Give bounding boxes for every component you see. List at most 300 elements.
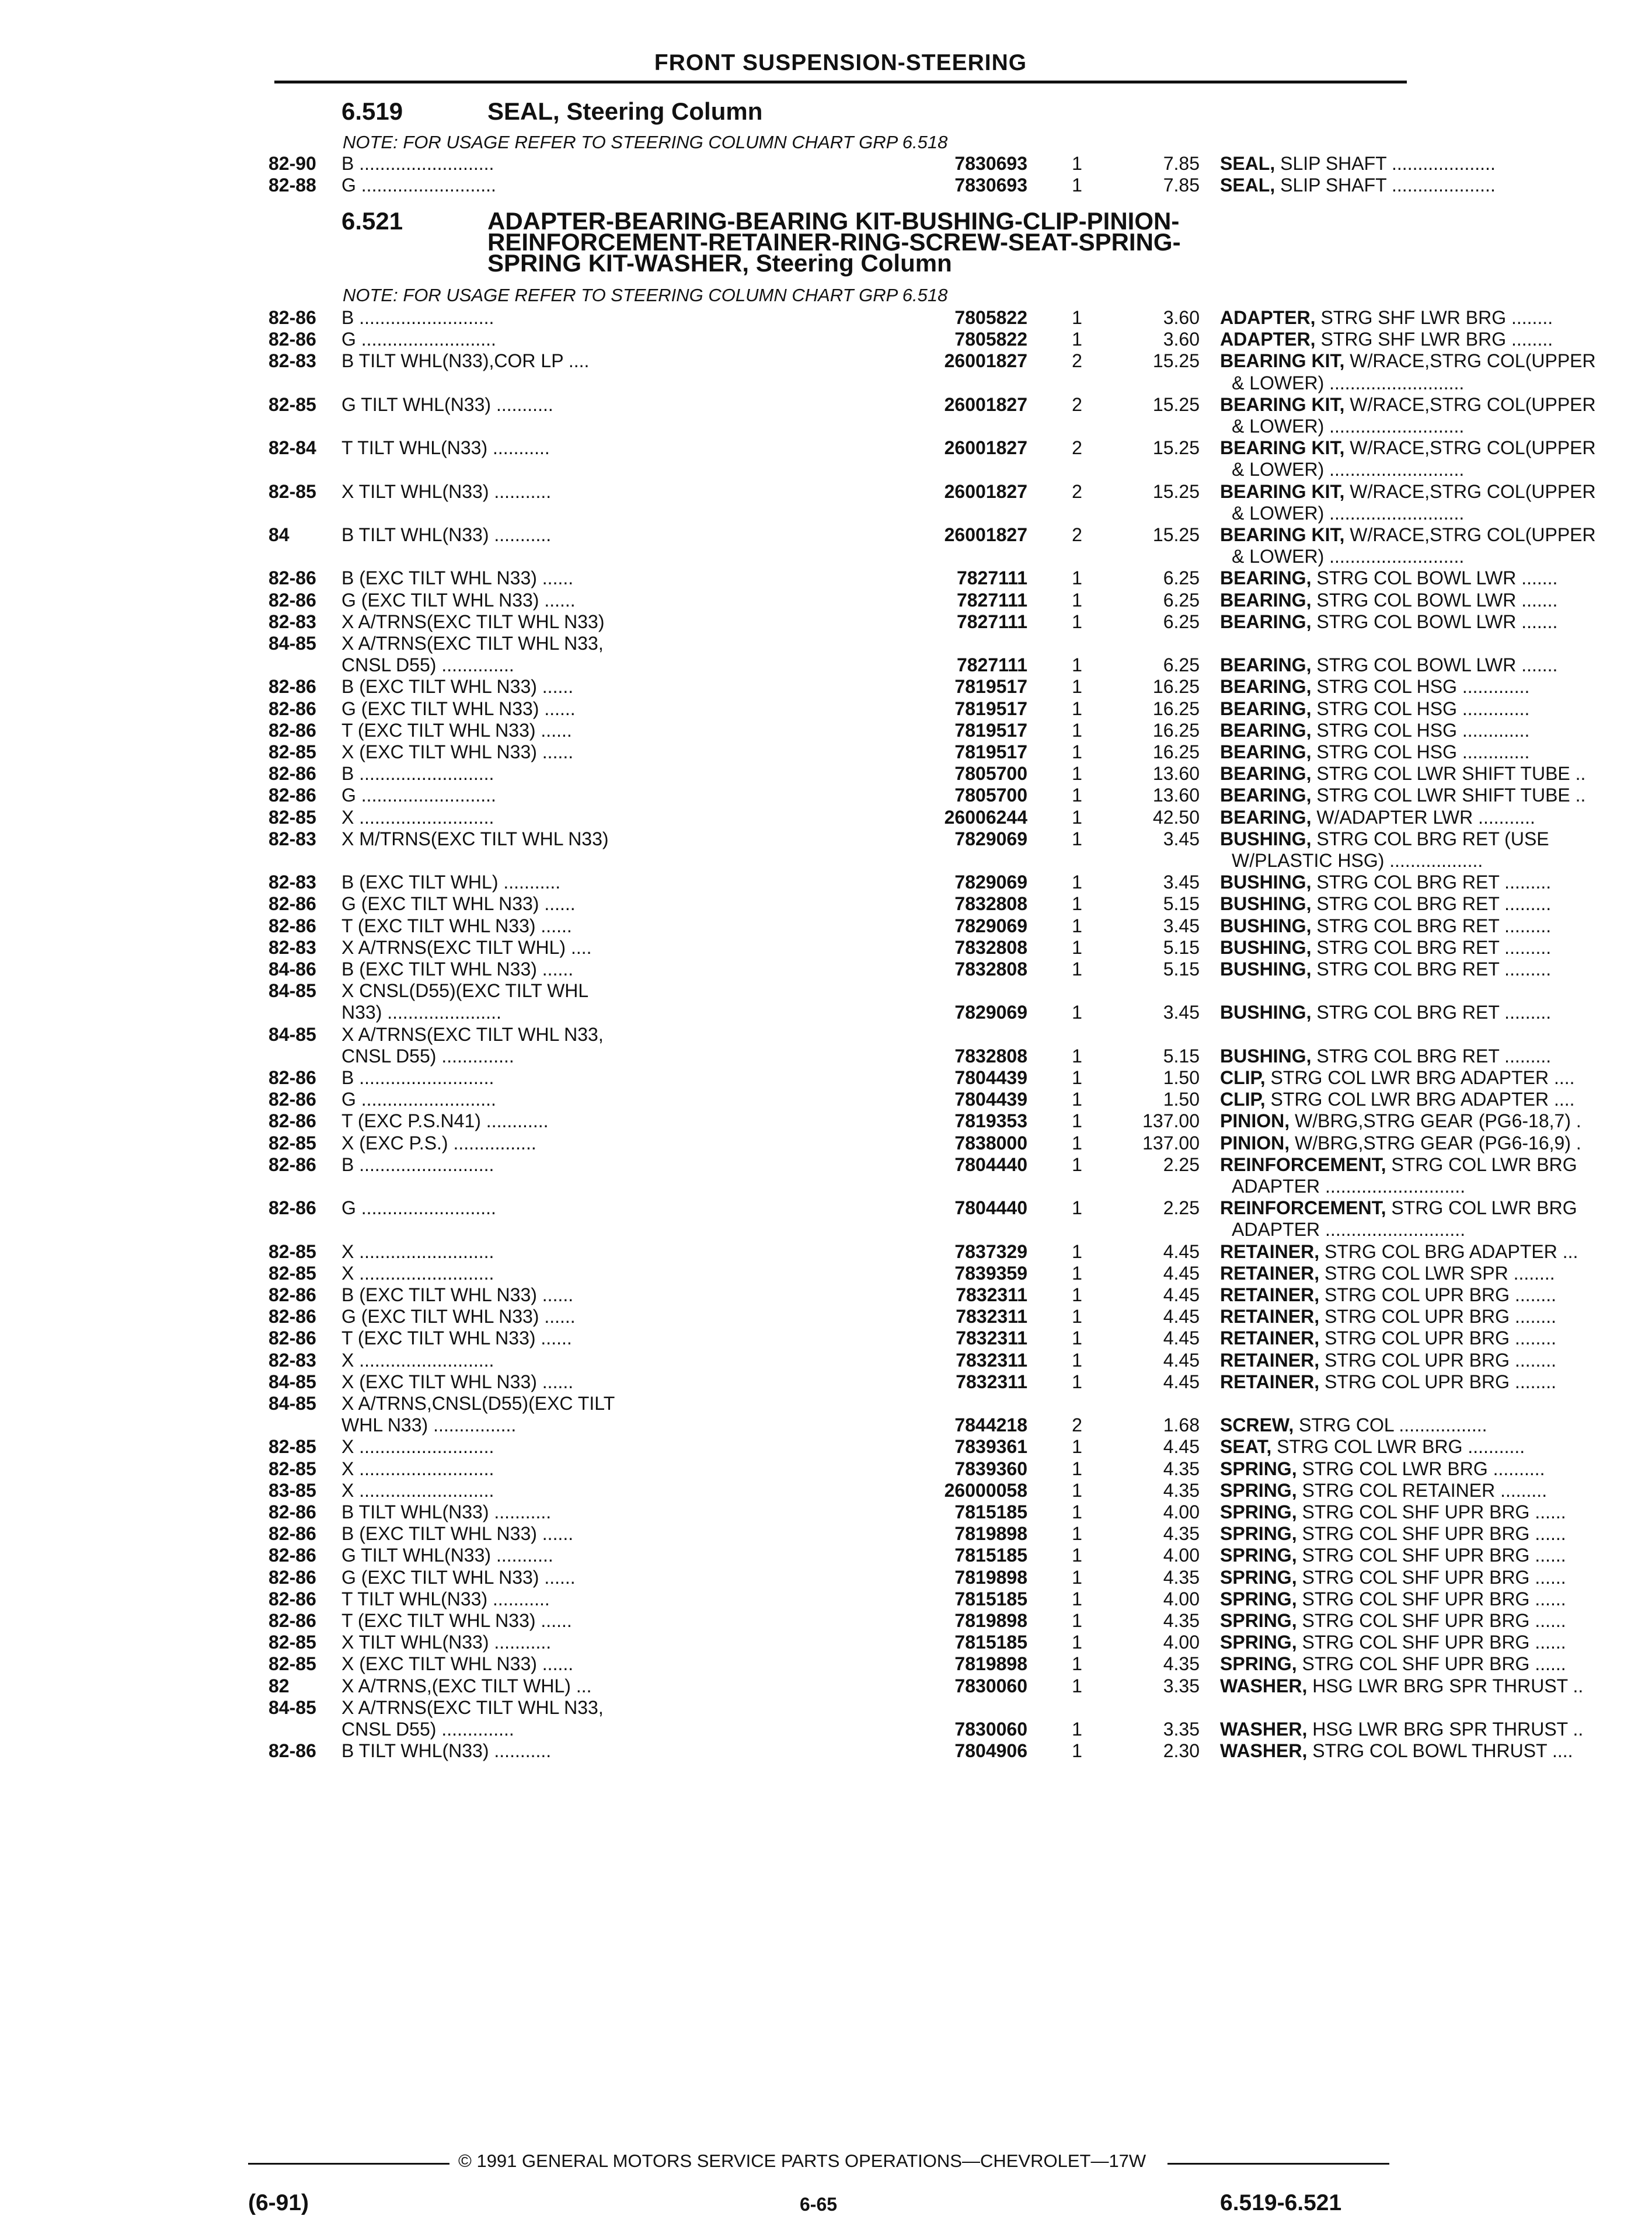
usage-description: X A/TRNS(EXC TILT WHL N33, xyxy=(341,1023,604,1045)
table-row xyxy=(269,1653,1566,1675)
part-name-detail: STRG SHF LWR BRG ........ xyxy=(1315,307,1553,328)
year-range: 82-88 xyxy=(269,175,316,196)
part-name-keyword: BUSHING, xyxy=(1220,828,1312,849)
usage-description: B .......................... xyxy=(341,763,494,785)
part-number: 7839359 xyxy=(954,1262,1027,1284)
part-name-detail: STRG COL LWR BRG ........... xyxy=(1271,1436,1525,1458)
usage-description: X CNSL(D55)(EXC TILT WHL xyxy=(341,980,589,1002)
part-name xyxy=(1220,1610,1640,1631)
part-name-detail: STRG COL BRG RET ......... xyxy=(1311,893,1552,915)
price: 4.45 xyxy=(1163,1327,1200,1349)
part-name-keyword: RETAINER, xyxy=(1220,1349,1320,1371)
table-row xyxy=(269,153,1496,174)
table-row xyxy=(269,372,1465,393)
year-range: 82-85 xyxy=(269,480,316,502)
part-name-keyword: RETAINER, xyxy=(1220,1306,1320,1327)
part-number: 7804440 xyxy=(954,1154,1027,1175)
year-range: 82-86 xyxy=(269,1740,316,1762)
part-name-detail: STRG COL UPR BRG ........ xyxy=(1319,1349,1557,1371)
table-row xyxy=(269,698,1530,719)
quantity: 1 xyxy=(1072,763,1082,785)
part-name-keyword: SPRING, xyxy=(1220,1632,1297,1653)
part-name-detail: STRG COL LWR BRG xyxy=(1386,1197,1577,1219)
year-range: 82-86 xyxy=(269,719,316,741)
year-range: 82-86 xyxy=(269,1067,316,1088)
table-row xyxy=(269,1262,1555,1284)
footer-rule-right xyxy=(1167,2163,1389,2165)
usage-description: X A/TRNS(EXC TILT WHL N33) xyxy=(341,611,605,632)
table-row xyxy=(269,502,1465,524)
price: 6.25 xyxy=(1163,589,1200,611)
price: 2.30 xyxy=(1163,1740,1200,1762)
part-name-detail: W/BRG,STRG GEAR (PG6-18,7) . xyxy=(1289,1110,1581,1132)
table-row xyxy=(269,1327,1557,1349)
usage-description: WHL N33) ................ xyxy=(341,1414,517,1436)
part-name-detail: STRG COL ................. xyxy=(1294,1414,1487,1436)
quantity: 1 xyxy=(1072,1349,1082,1371)
part-number: 26001827 xyxy=(944,480,1027,502)
part-name-detail: STRG COL UPR BRG ........ xyxy=(1319,1284,1557,1305)
part-name-keyword: BUSHING, xyxy=(1220,936,1312,958)
usage-description: CNSL D55) .............. xyxy=(341,1719,514,1740)
part-name xyxy=(1220,1632,1640,1653)
usage-description: T (EXC TILT WHL N33) ...... xyxy=(341,1610,572,1631)
part-number: 7827111 xyxy=(956,611,1027,632)
part-name xyxy=(1232,1176,1652,1197)
quantity: 1 xyxy=(1072,936,1082,958)
table-row xyxy=(269,959,1552,980)
table-row xyxy=(269,1241,1578,1262)
page-title: FRONT SUSPENSION-STEERING xyxy=(654,50,1027,75)
quantity: 1 xyxy=(1072,1458,1082,1479)
part-name-detail: STRG COL SHF UPR BRG ...... xyxy=(1296,1545,1566,1566)
year-range: 82-86 xyxy=(269,1523,316,1545)
price: 4.35 xyxy=(1163,1523,1200,1545)
part-name xyxy=(1220,1067,1640,1088)
table-row xyxy=(269,1414,1487,1436)
part-name-detail: STRG COL BOWL LWR ....... xyxy=(1311,567,1558,589)
quantity: 1 xyxy=(1072,698,1082,719)
usage-description: G (EXC TILT WHL N33) ...... xyxy=(341,1566,576,1588)
part-number: 26000058 xyxy=(944,1479,1027,1501)
part-number: 7830060 xyxy=(954,1675,1027,1696)
section-6-521 xyxy=(269,207,1596,1762)
usage-description: G TILT WHL(N33) ........... xyxy=(341,1545,553,1566)
part-name xyxy=(1220,1458,1640,1479)
quantity: 1 xyxy=(1072,611,1082,632)
table-row xyxy=(269,980,1413,1001)
year-range: 84-85 xyxy=(269,1371,316,1392)
usage-description: X M/TRNS(EXC TILT WHL N33) xyxy=(341,828,609,849)
usage-description: X A/TRNS(EXC TILT WHL N33, xyxy=(341,633,604,654)
part-name-keyword: SPRING, xyxy=(1220,1566,1297,1588)
price: 6.25 xyxy=(1163,611,1200,632)
part-number: 7819898 xyxy=(954,1653,1027,1675)
table-row xyxy=(269,1458,1545,1479)
table-row xyxy=(269,1349,1557,1371)
price: 137.00 xyxy=(1142,1132,1200,1154)
part-name xyxy=(1220,1523,1640,1544)
part-name-keyword: ADAPTER, xyxy=(1220,329,1316,350)
part-name xyxy=(1220,937,1640,958)
price: 4.35 xyxy=(1163,1566,1200,1588)
table-row xyxy=(269,872,1552,893)
part-name-detail: STRG SHF LWR BRG ........ xyxy=(1315,329,1553,350)
table-row xyxy=(269,1740,1573,1762)
table-row xyxy=(269,828,1549,849)
part-name xyxy=(1220,1284,1640,1305)
table-row xyxy=(269,1045,1552,1067)
year-range: 82-86 xyxy=(269,1588,316,1609)
year-range: 82-85 xyxy=(269,1458,316,1479)
price: 4.45 xyxy=(1163,1349,1200,1371)
year-range: 82-86 xyxy=(269,893,316,915)
usage-description: X .......................... xyxy=(341,1241,494,1262)
part-name-detail: W/RACE,STRG COL(UPPER xyxy=(1344,437,1596,459)
quantity: 1 xyxy=(1072,1588,1082,1609)
part-name-detail: STRG COL LWR BRG ADAPTER .... xyxy=(1265,1067,1575,1088)
part-name xyxy=(1220,1263,1640,1284)
table-row xyxy=(269,893,1552,915)
usage-description: X A/TRNS(EXC TILT WHL N33, xyxy=(341,1696,604,1718)
price: 7.85 xyxy=(1163,175,1200,196)
usage-description: B TILT WHL(N33) ........... xyxy=(341,524,552,545)
part-number: 7804439 xyxy=(954,1089,1027,1110)
quantity: 1 xyxy=(1072,1436,1082,1458)
usage-description: B (EXC TILT WHL) ........... xyxy=(341,872,561,893)
quantity: 1 xyxy=(1072,1719,1082,1740)
part-name xyxy=(1220,611,1640,632)
part-name-keyword: SPRING, xyxy=(1220,1653,1297,1675)
year-range: 82-86 xyxy=(269,915,316,936)
year-range: 82-86 xyxy=(269,785,316,806)
table-row xyxy=(269,589,1558,611)
part-name-keyword: SPRING, xyxy=(1220,1479,1297,1501)
usage-description: X A/TRNS,CNSL(D55)(EXC TILT xyxy=(341,1393,615,1414)
part-name xyxy=(1220,1133,1640,1154)
part-name-keyword: BEARING, xyxy=(1220,719,1312,741)
part-number: 7804439 xyxy=(954,1067,1027,1088)
price: 4.00 xyxy=(1163,1501,1200,1522)
part-name-detail: STRG COL HSG ............. xyxy=(1311,698,1530,719)
part-name-keyword: WASHER, xyxy=(1220,1740,1308,1762)
part-name xyxy=(1220,307,1640,328)
part-number: 7829069 xyxy=(954,1002,1027,1023)
part-name xyxy=(1220,785,1640,806)
usage-description: G (EXC TILT WHL N33) ...... xyxy=(341,893,576,915)
quantity: 1 xyxy=(1072,1002,1082,1023)
part-name-keyword: BEARING, xyxy=(1220,676,1312,698)
part-name-detail: STRG COL BRG RET ......... xyxy=(1311,872,1552,893)
part-name xyxy=(1220,676,1640,697)
year-range: 82-86 xyxy=(269,763,316,785)
part-name-detail: STRG COL BRG ADAPTER ... xyxy=(1319,1241,1578,1262)
part-name xyxy=(1220,654,1640,675)
part-name xyxy=(1220,1501,1640,1522)
usage-description: X .......................... xyxy=(341,1349,494,1371)
quantity: 1 xyxy=(1072,589,1082,611)
part-number: 26006244 xyxy=(944,806,1027,828)
price: 6.25 xyxy=(1163,567,1200,589)
table-row xyxy=(269,1545,1566,1566)
year-range: 82-86 xyxy=(269,589,316,611)
section-title-line: ADAPTER-BEARING-BEARING KIT-BUSHING-CLIP-PINION- xyxy=(487,207,1180,235)
usage-description: B TILT WHL(N33) ........... xyxy=(341,1740,552,1762)
table-row xyxy=(269,307,1553,328)
footer-page-number: 6-65 xyxy=(800,2194,838,2215)
part-name-keyword: SPRING, xyxy=(1220,1458,1297,1479)
part-name xyxy=(1220,481,1640,502)
part-name-keyword: BUSHING, xyxy=(1220,872,1312,893)
year-range: 82-86 xyxy=(269,1566,316,1588)
section-title-line: SPRING KIT-WASHER, Steering Column xyxy=(487,249,952,277)
usage-description: T (EXC TILT WHL N33) ...... xyxy=(341,915,572,936)
part-name xyxy=(1232,850,1652,871)
part-name-detail: STRG COL BOWL LWR ....... xyxy=(1311,589,1558,611)
part-name-keyword: RETAINER, xyxy=(1220,1262,1320,1284)
section-heading xyxy=(269,209,1413,285)
part-number: 26001827 xyxy=(944,437,1027,459)
year-range: 82-85 xyxy=(269,806,316,828)
part-name-keyword: BEARING KIT, xyxy=(1220,480,1345,502)
year-range: 82-85 xyxy=(269,1653,316,1675)
part-name-keyword: BEARING KIT, xyxy=(1220,350,1345,372)
price: 5.15 xyxy=(1163,936,1200,958)
table-row xyxy=(269,1067,1575,1088)
part-name-detail: & LOWER) .......................... xyxy=(1232,372,1465,393)
quantity: 1 xyxy=(1072,1653,1082,1675)
price: 3.45 xyxy=(1163,828,1200,849)
table-row xyxy=(269,1501,1566,1522)
quantity: 1 xyxy=(1072,1045,1082,1067)
table-row xyxy=(269,785,1586,806)
usage-description: B (EXC TILT WHL N33) ...... xyxy=(341,567,574,589)
year-range: 82-84 xyxy=(269,437,316,459)
price: 4.45 xyxy=(1163,1306,1200,1327)
part-number: 26001827 xyxy=(944,393,1027,415)
quantity: 1 xyxy=(1072,1675,1082,1696)
price: 4.45 xyxy=(1163,1262,1200,1284)
section-note: NOTE: FOR USAGE REFER TO STEERING COLUMN CHART GRP 6.518 xyxy=(343,132,948,152)
part-name-detail: STRG COL BOWL LWR ....... xyxy=(1311,654,1558,676)
part-name-keyword: RETAINER, xyxy=(1220,1284,1320,1305)
year-range: 82-86 xyxy=(269,1501,316,1522)
quantity: 2 xyxy=(1072,350,1082,372)
part-name-detail: STRG COL HSG ............. xyxy=(1311,741,1530,762)
usage-description: X .......................... xyxy=(341,1458,494,1479)
price: 16.25 xyxy=(1152,719,1200,741)
part-name-detail: STRG COL SHF UPR BRG ...... xyxy=(1296,1566,1566,1588)
part-number: 7829069 xyxy=(954,915,1027,936)
price: 3.35 xyxy=(1163,1719,1200,1740)
table-row xyxy=(269,1436,1525,1458)
part-name-detail: SLIP SHAFT .................... xyxy=(1275,175,1496,196)
part-name xyxy=(1220,1740,1640,1761)
table-row xyxy=(269,1197,1577,1219)
part-name-detail: STRG COL SHF UPR BRG ...... xyxy=(1296,1523,1566,1545)
footer-section-range: 6.519-6.521 xyxy=(1220,2190,1342,2215)
part-name xyxy=(1232,459,1652,480)
table-row xyxy=(269,546,1465,567)
price: 2.25 xyxy=(1163,1197,1200,1219)
part-name-keyword: BEARING, xyxy=(1220,785,1312,806)
quantity: 1 xyxy=(1072,1566,1082,1588)
year-range: 82-85 xyxy=(269,1132,316,1154)
part-name-detail: W/RACE,STRG COL(UPPER xyxy=(1344,350,1596,372)
part-number: 7832808 xyxy=(954,959,1027,980)
part-name xyxy=(1220,1545,1640,1566)
part-number: 7804440 xyxy=(954,1197,1027,1219)
part-name-detail: STRG COL BRG RET ......... xyxy=(1311,936,1552,958)
table-row xyxy=(269,654,1558,676)
year-range: 82-85 xyxy=(269,393,316,415)
table-row xyxy=(269,1632,1566,1653)
price: 4.45 xyxy=(1163,1371,1200,1392)
table-row xyxy=(269,1024,1413,1045)
part-name xyxy=(1220,350,1640,371)
part-name-detail: W/BRG,STRG GEAR (PG6-16,9) . xyxy=(1289,1132,1581,1154)
year-range: 82-85 xyxy=(269,741,316,762)
year-range: 82-85 xyxy=(269,1241,316,1262)
quantity: 1 xyxy=(1072,959,1082,980)
price: 4.45 xyxy=(1163,1241,1200,1262)
usage-description: G (EXC TILT WHL N33) ...... xyxy=(341,698,576,719)
part-number: 7830693 xyxy=(954,153,1027,174)
usage-description: G TILT WHL(N33) ........... xyxy=(341,393,553,415)
price: 1.68 xyxy=(1163,1414,1200,1436)
usage-description: X (EXC P.S.) ................ xyxy=(341,1132,536,1154)
price: 4.45 xyxy=(1163,1436,1200,1458)
usage-description: X (EXC TILT WHL N33) ...... xyxy=(341,1653,574,1675)
year-range: 84-85 xyxy=(269,1696,316,1718)
table-row xyxy=(269,1523,1566,1545)
part-name-keyword: PINION, xyxy=(1220,1132,1290,1154)
part-name-detail: STRG COL BOWL THRUST .... xyxy=(1307,1740,1573,1762)
part-name xyxy=(1220,1436,1640,1457)
part-name-detail: STRG COL HSG ............. xyxy=(1311,719,1530,741)
part-name-keyword: SPRING, xyxy=(1220,1501,1297,1522)
price: 137.00 xyxy=(1142,1110,1200,1132)
part-name-detail: STRG COL BRG RET ......... xyxy=(1311,915,1552,936)
quantity: 1 xyxy=(1072,1740,1082,1762)
usage-description: B (EXC TILT WHL N33) ...... xyxy=(341,1523,574,1545)
part-name xyxy=(1220,1306,1640,1327)
price: 3.35 xyxy=(1163,1675,1200,1696)
year-range: 84 xyxy=(269,524,290,545)
part-name-detail: HSG LWR BRG SPR THRUST .. xyxy=(1307,1675,1584,1696)
price: 2.25 xyxy=(1163,1154,1200,1175)
quantity: 1 xyxy=(1072,1132,1082,1154)
usage-description: CNSL D55) .............. xyxy=(341,654,514,676)
quantity: 1 xyxy=(1072,741,1082,762)
price: 6.25 xyxy=(1163,654,1200,676)
table-row xyxy=(269,350,1596,372)
part-name-detail: W/RACE,STRG COL(UPPER xyxy=(1344,480,1596,502)
year-range: 82-83 xyxy=(269,350,316,372)
part-name xyxy=(1232,372,1652,393)
usage-description: B (EXC TILT WHL N33) ...... xyxy=(341,959,574,980)
quantity: 1 xyxy=(1072,785,1082,806)
part-name-detail: & LOWER) .......................... xyxy=(1232,502,1465,524)
year-range: 82-83 xyxy=(269,611,316,632)
usage-description: G .......................... xyxy=(341,1197,496,1219)
quantity: 1 xyxy=(1072,329,1082,350)
table-row xyxy=(269,416,1465,437)
part-name xyxy=(1220,893,1640,914)
part-name-detail: W/PLASTIC HSG) .................. xyxy=(1232,850,1483,871)
part-name-detail: & LOWER) .......................... xyxy=(1232,546,1465,567)
table-row xyxy=(269,393,1596,415)
part-name-keyword: SPRING, xyxy=(1220,1610,1297,1631)
part-name-keyword: BUSHING, xyxy=(1220,959,1312,980)
part-name-keyword: BEARING KIT, xyxy=(1220,524,1345,545)
table-row xyxy=(269,459,1465,480)
usage-description: G .......................... xyxy=(341,329,496,350)
year-range: 82-83 xyxy=(269,872,316,893)
table-row xyxy=(269,1132,1581,1154)
usage-description: X A/TRNS,(EXC TILT WHL) ... xyxy=(341,1675,592,1696)
part-name-keyword: SPRING, xyxy=(1220,1545,1297,1566)
quantity: 1 xyxy=(1072,1241,1082,1262)
usage-description: G .......................... xyxy=(341,1089,496,1110)
price: 3.60 xyxy=(1163,307,1200,328)
part-name-keyword: BEARING, xyxy=(1220,589,1312,611)
table-row xyxy=(269,806,1535,828)
year-range: 82-90 xyxy=(269,153,316,174)
quantity: 1 xyxy=(1072,1262,1082,1284)
part-name xyxy=(1220,1154,1640,1175)
part-name xyxy=(1220,1588,1640,1609)
table-row xyxy=(269,1697,1413,1718)
part-name-detail: STRG COL SHF UPR BRG ...... xyxy=(1296,1588,1566,1609)
part-name-keyword: BUSHING, xyxy=(1220,1045,1312,1067)
part-name-keyword: BEARING, xyxy=(1220,567,1312,589)
table-row xyxy=(269,633,1413,654)
part-name xyxy=(1220,590,1640,611)
section-title: SEAL, Steering Column xyxy=(487,97,763,125)
usage-description: X TILT WHL(N33) ........... xyxy=(341,480,552,502)
part-name xyxy=(1220,524,1640,545)
part-name-detail: HSG LWR BRG SPR THRUST .. xyxy=(1307,1719,1584,1740)
usage-description: T TILT WHL(N33) ........... xyxy=(341,1588,550,1609)
part-number: 7815185 xyxy=(954,1545,1027,1566)
part-number: 7819517 xyxy=(954,741,1027,762)
part-number: 7839360 xyxy=(954,1458,1027,1479)
part-name-detail: STRG COL LWR SPR ........ xyxy=(1319,1262,1555,1284)
usage-description: B (EXC TILT WHL N33) ...... xyxy=(341,1284,574,1305)
part-number: 7832311 xyxy=(956,1306,1027,1327)
part-number: 7815185 xyxy=(954,1501,1027,1522)
usage-description: N33) ...................... xyxy=(341,1002,501,1023)
table-row xyxy=(269,1566,1566,1588)
part-name xyxy=(1232,546,1652,567)
part-name-keyword: BEARING, xyxy=(1220,763,1312,785)
table-row xyxy=(269,1002,1552,1023)
usage-description: T (EXC P.S.N41) ............ xyxy=(341,1110,549,1132)
quantity: 1 xyxy=(1072,1284,1082,1305)
price: 3.45 xyxy=(1163,1002,1200,1023)
part-name-detail: STRG COL LWR SHIFT TUBE .. xyxy=(1311,785,1586,806)
usage-description: B (EXC TILT WHL N33) ...... xyxy=(341,676,574,698)
table-row xyxy=(269,763,1586,785)
part-name-detail: ADAPTER ........................... xyxy=(1232,1176,1466,1197)
part-name xyxy=(1220,567,1640,588)
part-number: 26001827 xyxy=(944,350,1027,372)
usage-description: B .......................... xyxy=(341,1154,494,1175)
part-name xyxy=(1220,1414,1640,1435)
quantity: 1 xyxy=(1072,915,1082,936)
part-name-detail: STRG COL SHF UPR BRG ...... xyxy=(1296,1632,1566,1653)
